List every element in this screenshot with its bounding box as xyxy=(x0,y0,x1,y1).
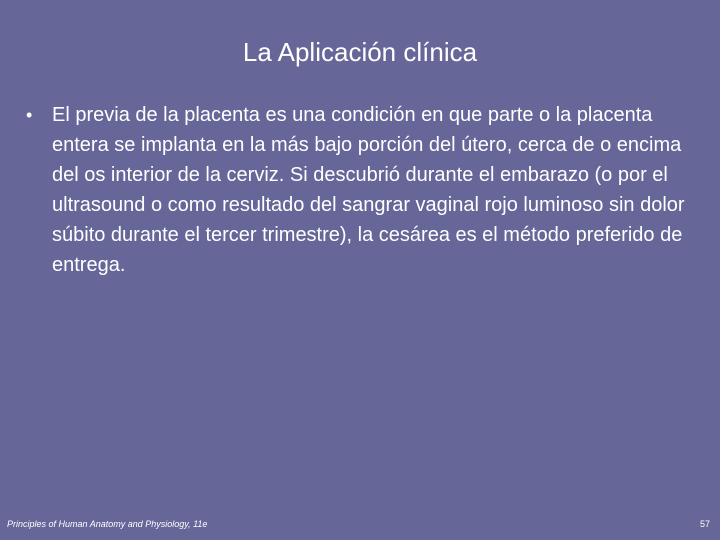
bullet-text: El previa de la placenta es una condición en que parte o la placenta entera se implanta en la más bajo porción del útero, cerca de o encima del os interior de la cerviz. Si descubrió durante el embarazo (o por el ultrasound o como resultado del sangrar vaginal rojo luminoso sin dolor súbito durante el tercer trimestre), la cesárea es el método preferido de entrega. xyxy=(52,104,685,276)
footer-source: Principles of Human Anatomy and Physiology, 11e xyxy=(7,519,208,529)
slide-title: La Aplicación clínica xyxy=(242,37,478,67)
bullet-item xyxy=(26,100,696,280)
page-number: 57 xyxy=(699,519,710,529)
bullet-list xyxy=(26,100,696,280)
bullet-marker: • xyxy=(26,105,33,125)
